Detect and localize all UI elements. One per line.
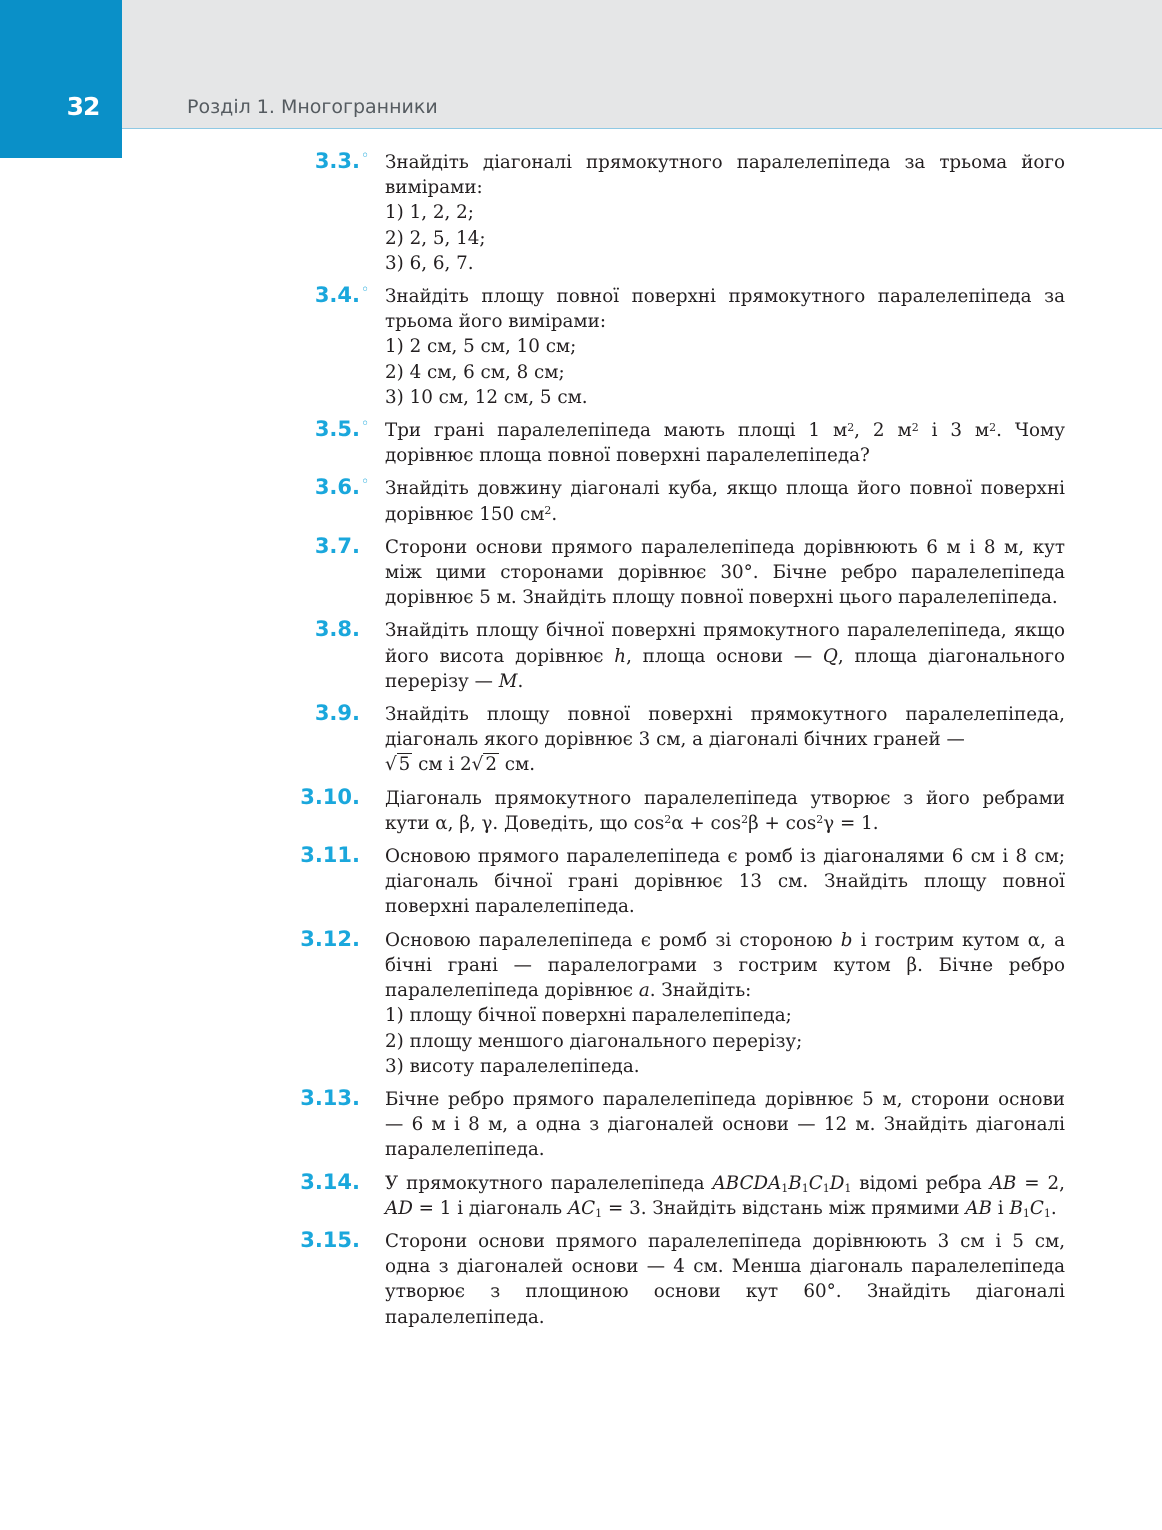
basic-level-mark: ◦	[361, 416, 370, 433]
problem-3-6	[0, 476, 1162, 526]
problem-number: 3.8.	[314, 617, 360, 642]
square-root: √ 2	[471, 754, 497, 776]
problem-3-4	[0, 284, 1162, 410]
problem-number: 3.10.	[300, 784, 360, 809]
problem-3-12	[0, 928, 1162, 1079]
option-item: 3) 10 см, 12 см, 5 см.	[385, 386, 588, 408]
page-tab	[0, 0, 122, 158]
option-item: 2) площу меншого діагонального перерізу;	[385, 1030, 803, 1052]
problem-number: 3.6. ◦	[260, 475, 360, 500]
option-item: 1) площу бічної поверхні паралелепіпеда;	[385, 1005, 792, 1027]
option-item: 1) 1, 2, 2;	[385, 202, 474, 224]
square-root: √ 5	[385, 754, 411, 776]
problem-text: Знайдіть площу бічної поверхні прямокутного паралелепіпеда, якщо його висота дорівнює h, площа основи — Q, площа діагонального перерізу — M.	[385, 620, 1065, 692]
problem-number: 3.5. ◦	[260, 417, 360, 442]
problem-text: Знайдіть діагоналі прямокутного паралелепіпеда за трьома його вимірами: 1) 1, 2, 2; 2) 2, 5, 14; 3) 6, 6, 7.	[385, 150, 1065, 276]
problem-text: Знайдіть довжину діагоналі куба, якщо площа його повної поверхні дорівнює 150 $см^2$.	[385, 478, 1065, 525]
option-item: 2) 4 см, 6 см, 8 см;	[385, 361, 565, 383]
problem-3-9	[0, 702, 1162, 778]
problem-number: 3.9.	[314, 701, 360, 726]
problem-number: 3.13.	[300, 1085, 360, 1110]
problem-text: Сторони основи прямого паралелепіпеда дорівнюють 3 см і 5 см, одна з діагоналей основи — 4 см. Менша діагональ паралелепіпеда утворює з площиною основи кут 60°. Знайдіть діагоналі паралелепіпеда.	[385, 1230, 1065, 1328]
problem-number: 3.3. ◦	[260, 149, 360, 174]
problem-text: Основою прямого паралелепіпеда є ромб із діагоналями 6 см і 8 см; діагональ бічної грані дорівнює 13 см. Знайдіть площу повної поверхні паралелепіпеда.	[385, 846, 1065, 918]
problem-number: 3.12.	[300, 926, 360, 951]
basic-level-mark: ◦	[361, 148, 370, 164]
problem-text: Бічне ребро прямого паралелепіпеда дорівнює 5 м, сторони основи — 6 м і 8 м, а одна з діагоналей основи — 12 м. Знайдіть діагоналі паралелепіпеда.	[385, 1088, 1065, 1161]
problem-number: 3.14.	[300, 1169, 360, 1194]
problem-text: Діагональ прямокутного паралелепіпеда утворює з його ребрами кути α, β, γ. Доведіть, що $\cos^2\alpha + \cos^2\beta + \cos^2\gamma = 1$.	[385, 787, 1065, 834]
problem-text: Сторони основи прямого паралелепіпеда дорівнюють 6 м і 8 м, кут між цими сторонами дорівнює 30°. Бічне ребро паралелепіпеда дорівнює 5 м. Знайдіть площу повної поверхні цього паралелепіпеда.	[385, 536, 1065, 609]
basic-level-mark: ◦	[361, 474, 370, 491]
option-item: 1) 2 см, 5 см, 10 см;	[385, 336, 577, 358]
page-number: 32	[66, 92, 100, 121]
problem-number: 3.7.	[314, 533, 360, 558]
problem-number: 3.15.	[300, 1227, 360, 1252]
problem-3-8	[0, 618, 1162, 694]
problem-list	[0, 150, 1162, 1338]
problem-text: Знайдіть площу повної поверхні прямокутного паралелепіпеда за трьома його вимірами: 1) 2 см, 5 см, 10 см; 2) 4 см, 6 см, 8 см; 3) 10 см, 12 см, 5 см.	[385, 284, 1065, 410]
problem-3-13	[0, 1087, 1162, 1163]
running-head: Розділ 1. Многогранники	[187, 96, 438, 118]
problem-text: Знайдіть площу повної поверхні прямокутного паралелепіпеда, діагональ якого дорівнює 3 см, а діагоналі бічних граней — √ 5 см і 2√ 2 см.	[385, 704, 1065, 776]
option-item: 2) 2, 5, 14;	[385, 227, 486, 249]
problem-3-5	[0, 418, 1162, 468]
problem-3-10	[0, 786, 1162, 836]
problem-text: У прямокутного паралелепіпеда $ABCDA_1B_1C_1D_1$ відомі ребра AB = 2, AD = 1 і діагональ $AC_1 = 3$. Знайдіть відстань між прямими AB і $B_1C_1$.	[385, 1172, 1065, 1220]
problem-text: Три грані паралелепіпеда мають площі 1 $м^2$, 2 $м^2$ і 3 $м^2$. Чому дорівнює площа повної поверхні паралелепіпеда?	[385, 420, 1065, 467]
basic-level-mark: ◦	[361, 282, 370, 299]
problem-3-3	[0, 150, 1162, 276]
problem-3-7	[0, 535, 1162, 611]
problem-number: 3.11.	[300, 843, 360, 868]
problem-3-15	[0, 1229, 1162, 1330]
header-band	[0, 0, 1162, 129]
problem-3-11	[0, 844, 1162, 920]
option-item: 3) 6, 6, 7.	[385, 252, 474, 274]
problem-3-14	[0, 1171, 1162, 1221]
option-item: 3) висоту паралелепіпеда.	[385, 1055, 640, 1077]
problem-text: Основою паралелепіпеда є ромб зі стороною b і гострим кутом α, а бічні грані — паралелограми з гострим кутом β. Бічне ребро паралелепіпеда дорівнює a. Знайдіть: 1) площу бічної поверхні паралелепіпеда; 2) площу меншого діагонального перерізу; 3) висоту паралелепіпеда.	[385, 928, 1065, 1079]
problem-number: 3.4. ◦	[260, 283, 360, 308]
